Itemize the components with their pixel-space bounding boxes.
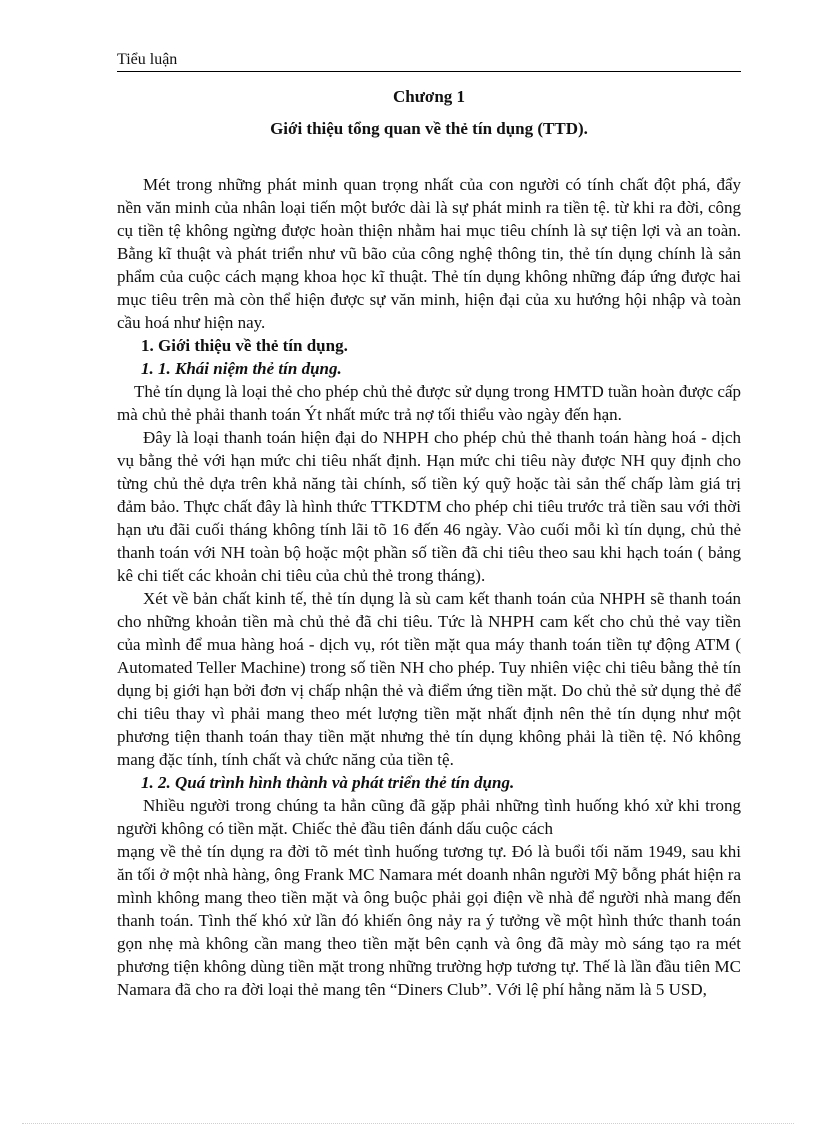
history-paragraph-continued: mạng về thẻ tín dụng ra đời tõ mét tình huống tương tự. Đó là buổi tối năm 1949, sau khi ăn tối ở một nhà hàng, ông Frank MC Namara mét doanh nhân người Mỹ bỗng phát hiện ra mình không mang theo tiền mặt và ông buộc phải gọi điện về nhà để người nhà mang đến thanh toán. Tình thế khó xử lần đó khiến ông nảy ra ý tưởng về một hình thức thanh toán gọn nhẹ mà không cần mang theo tiền mặt bên cạnh và ông đã mày mò sáng tạo ra mét phương tiện không dùng tiền mặt trong những trường hợp tương tự. Thế là lần đầu tiên MC Namara đã cho ra đời loại thẻ mang tên “Diners Club”. Với lệ phí hằng năm là 5 USD, bbox=[117, 842, 741, 999]
header-divider bbox=[117, 71, 741, 72]
document-body bbox=[117, 173, 741, 1001]
page-header: Tiểu luận bbox=[117, 51, 178, 68]
subsection-heading-1-1: 1. 1. Khái niệm thẻ tín dụng. bbox=[141, 359, 342, 378]
economic-nature-paragraph: Xét về bản chất kinh tế, thẻ tín dụng là sù cam kết thanh toán của NHPH sẽ thanh toán cho những khoản tiền mà chủ thẻ đã chi tiêu. Tức là NHPH cam kết cho chủ thẻ vay tiền của mình để mua hàng hoá - dịch vụ, rót tiền mặt qua máy thanh toán tiền tự động ATM ( Automated Teller Machine) trong số tiền NH cho phép. Tuy nhiên việc chi tiêu bằng thẻ tín dụng bị giới hạn bởi đơn vị chấp nhận thẻ và điểm ứng tiền mặt. Do chủ thẻ sử dụng thẻ để chi tiêu thay vì phải mang theo mét lượng tiền mặt nhất định nên thẻ tín dụng như một phương tiện thanh toán thay tiền mặt nhưng thẻ tín dụng không phải là tiền tệ. Nó không mang đặc tính, tính chất và chức năng của tiền tệ. bbox=[117, 589, 741, 769]
history-paragraph-start: Nhiều người trong chúng ta hẳn cũng đã gặp phải những tình huống khó xử khi trong người không có tiền mặt. Chiếc thẻ đầu tiên đánh dấu cuộc cách bbox=[117, 796, 741, 838]
intro-paragraph: Mét trong những phát minh quan trọng nhất của con người có tính chất đột phá, đẩy nền văn minh của nhân loại tiến một bước dài là sự phát minh ra tiền tệ. từ khi ra đời, công cụ tiền tệ không ngừng được hoàn thiện nhằm hai mục tiêu chính là sự tiện lợi và an toàn. Bằng kĩ thuật và phát triển như vũ bão của công nghệ thông tin, thẻ tín dụng chính là sản phẩm của cuộc cách mạng khoa học kĩ thuật. Thẻ tín dụng không những đáp ứng được hai mục tiêu trên mà còn thể hiện được sự văn minh, hiện đại của xu hướng hội nhập và toàn cầu hoá như hiện nay. bbox=[117, 175, 741, 332]
chapter-title: Giới thiệu tổng quan về thẻ tín dụng (TTD). bbox=[270, 119, 588, 138]
definition-paragraph: Thẻ tín dụng là loại thẻ cho phép chủ thẻ được sử dụng trong HMTD tuần hoàn được cấp mà chủ thẻ phải thanh toán Ýt nhất mức trả nợ tối thiểu vào ngày đến hạn. bbox=[117, 382, 741, 424]
subsection-heading-1-2: 1. 2. Quá trình hình thành và phát triển thẻ tín dụng. bbox=[141, 773, 515, 792]
payment-paragraph: Đây là loại thanh toán hiện đại do NHPH cho phép chủ thẻ thanh toán hàng hoá - dịch vụ bằng thẻ với hạn mức chi tiêu nhất định. Hạn mức chi tiêu này được NH quy định cho từng chủ thẻ dựa trên khả năng tài chính, số tiền ký quỹ hoặc tài sản thế chấp làm giá trị đảm bảo. Thực chất đây là hình thức TTKDTM cho phép chi tiêu trước trả tiền sau với thời hạn ưu đãi cuối tháng không tính lãi tõ 16 đến 46 ngày. Vào cuối mỗi kì tín dụng, chủ thẻ thanh toán với NH toàn bộ hoặc một phần số tiền đã chi tiêu theo sau khi hạch toán ( bảng kê chi tiết các khoản chi tiêu của chủ thẻ trong tháng). bbox=[117, 428, 741, 585]
chapter-heading: Chương 1 bbox=[392, 87, 466, 106]
section-heading-1: 1. Giới thiệu về thẻ tín dụng. bbox=[141, 336, 348, 355]
